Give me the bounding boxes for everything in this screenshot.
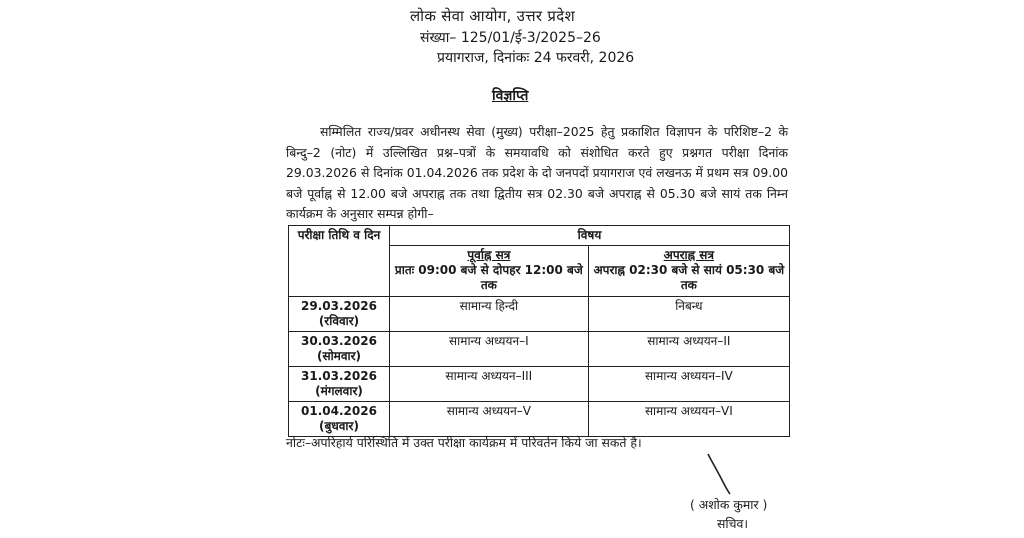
row-date-cell xyxy=(289,367,390,402)
row-session1-subject: सामान्य अध्ययन–V xyxy=(390,402,589,437)
signatory-name: ( अशोक कुमार ) xyxy=(690,497,768,512)
header-subject: विषय xyxy=(390,226,790,246)
row-day: (रविवार) xyxy=(318,314,360,328)
table-row xyxy=(289,332,790,367)
row-date: 01.04.2026 xyxy=(301,404,377,418)
reference-number: संख्या– 125/01/ई-3/2025–26 xyxy=(420,30,601,46)
row-date: 29.03.2026 xyxy=(301,299,377,313)
session2-header xyxy=(588,246,789,297)
session2-time: अपराह्न 02:30 बजे से सायं 05:30 बजे तक xyxy=(593,263,785,292)
row-session2-subject: निबन्ध xyxy=(588,297,789,332)
table-row xyxy=(289,367,790,402)
row-date: 30.03.2026 xyxy=(301,334,377,348)
row-date-cell xyxy=(289,297,390,332)
session1-time: प्रातः 09:00 बजे से दोपहर 12:00 बजे तक xyxy=(394,263,583,292)
row-day: (मंगलवार) xyxy=(315,384,363,398)
row-session1-subject: सामान्य हिन्दी xyxy=(390,297,589,332)
row-session2-subject: सामान्य अध्ययन–IV xyxy=(588,367,789,402)
notice-title: विज्ञप्ति xyxy=(492,88,529,104)
row-session2-subject: सामान्य अध्ययन–VI xyxy=(588,402,789,437)
place-date: प्रयागराज, दिनांकः 24 फरवरी, 2026 xyxy=(437,50,635,66)
session1-title: पूर्वाह्न सत्र xyxy=(467,248,511,262)
session1-header xyxy=(390,246,589,297)
signatory-designation: सचिव। xyxy=(717,516,749,531)
row-date: 31.03.2026 xyxy=(301,369,377,383)
exam-schedule-table xyxy=(288,225,790,437)
row-session1-subject: सामान्य अध्ययन–III xyxy=(390,367,589,402)
table-header-row xyxy=(289,226,790,246)
signature-mark xyxy=(700,452,740,496)
row-session1-subject: सामान्य अध्ययन–I xyxy=(390,332,589,367)
notice-note: नोटः–अपरिहार्य परिस्थिति में उक्त परीक्षा कार्यक्रम में परिवर्तन किये जा सकते है। xyxy=(286,435,642,450)
org-name: लोक सेवा आयोग, उत्तर प्रदेश xyxy=(410,7,575,25)
row-date-cell xyxy=(289,402,390,437)
header-date-day: परीक्षा तिथि व दिन xyxy=(289,226,390,297)
table-row xyxy=(289,402,790,437)
row-day: (सोमवार) xyxy=(316,349,362,363)
row-day: (बुधवार) xyxy=(319,419,359,433)
row-session2-subject: सामान्य अध्ययन–II xyxy=(588,332,789,367)
table-row xyxy=(289,297,790,332)
row-date-cell xyxy=(289,332,390,367)
session2-title: अपराह्न सत्र xyxy=(663,248,715,262)
notice-body-paragraph: सम्मिलित राज्य/प्रवर अधीनस्थ सेवा (मुख्य) परीक्षा–2025 हेतु प्रकाशित विज्ञापन के परिशिष्ट–2 के बिन्दु–2 (नोट) में उल्लिखित प्रश्न–पत्रों के समयावधि को संशोधित करते हुए प्रश्नगत परीक्षा दिनांक 29.03.2026 से दिनांक 01.04.2026 तक प्रदेश के दो जनपदों प्रयागराज एवं लखनऊ में प्रथम सत्र 09.00 बजे पूर्वाह्न से 12.00 बजे अपराह्न तक तथा द्वितीय सत्र 02.30 बजे अपराह्न से 05.30 बजे सायं तक निम्न कार्यक्रम के अनुसार सम्पन्न होगी– xyxy=(286,124,788,221)
